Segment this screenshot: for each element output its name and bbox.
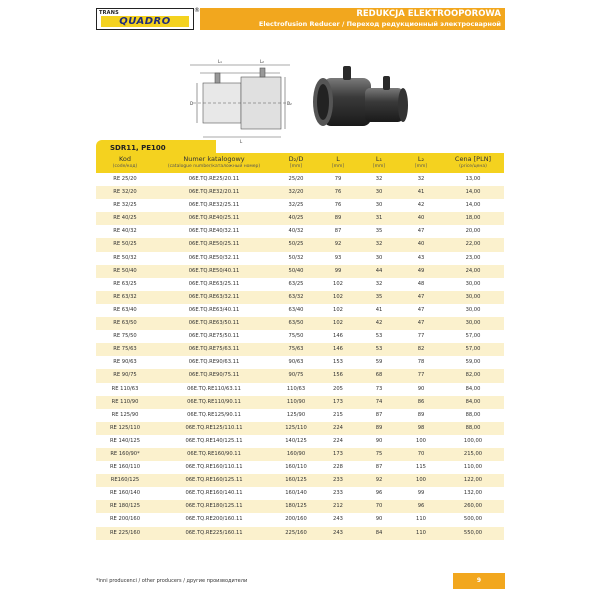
table-row bbox=[96, 186, 504, 199]
cell-price: 22,00 bbox=[465, 241, 481, 248]
cell-code: RE 25/20 bbox=[113, 176, 137, 182]
table-header bbox=[96, 153, 504, 173]
cell-diameter: 50/32 bbox=[288, 254, 304, 261]
sdr-label: SDR11, PE100 bbox=[96, 140, 216, 156]
cell-diameter: 63/50 bbox=[288, 320, 304, 327]
cell-code: RE 50/25 bbox=[113, 241, 137, 248]
cell-catalog-number: 06E.TQ.RE110/63.11 bbox=[187, 385, 241, 392]
cell-length: 76 bbox=[334, 202, 342, 209]
cell-catalog-number: 06E.TQ.RE32/25.11 bbox=[188, 202, 240, 209]
cell-diameter: 63/40 bbox=[288, 306, 304, 313]
table-row bbox=[96, 343, 504, 356]
cell-diameter: 50/40 bbox=[288, 267, 304, 274]
cell-l2: 110 bbox=[416, 529, 426, 536]
cell-diameter: 75/63 bbox=[288, 346, 304, 353]
cell-l2: 41 bbox=[417, 189, 425, 196]
cell-code: RE 75/50 bbox=[113, 333, 137, 340]
cell-l2: 96 bbox=[417, 503, 425, 510]
cell-diameter: 125/110 bbox=[285, 424, 307, 431]
cell-catalog-number: 06E.TQ.RE125/90.11 bbox=[187, 411, 241, 418]
cell-l2: 40 bbox=[417, 241, 425, 248]
cell-code: RE 125/110 bbox=[109, 424, 141, 431]
cell-catalog-number: 06E.TQ.RE25/20.11 bbox=[188, 176, 240, 182]
cell-length: 173 bbox=[333, 450, 343, 457]
cell-price: 84,00 bbox=[465, 398, 481, 405]
cell-code: RE 40/25 bbox=[113, 215, 137, 222]
cell-l1: 84 bbox=[375, 529, 383, 536]
cell-length: 224 bbox=[333, 424, 343, 431]
cell-catalog-number: 06E.TQ.RE225/160.11 bbox=[185, 529, 243, 536]
cell-diameter: 125/90 bbox=[286, 411, 306, 418]
table-row bbox=[96, 500, 504, 513]
cell-price: 132,00 bbox=[463, 490, 483, 497]
cell-price: 215,00 bbox=[463, 450, 483, 457]
cell-diameter: 160/90 bbox=[286, 450, 306, 457]
logo-quadro-text: QUADRO bbox=[101, 16, 189, 27]
cell-price: 84,00 bbox=[465, 385, 481, 392]
cell-code: RE 50/40 bbox=[113, 267, 137, 274]
cell-diameter: 180/125 bbox=[285, 503, 307, 510]
cell-l1: 92 bbox=[375, 477, 383, 484]
reducer-product-photo bbox=[305, 58, 415, 138]
cell-code: RE 200/160 bbox=[109, 516, 141, 523]
cell-price: 88,00 bbox=[465, 411, 481, 418]
cell-catalog-number: 06E.TQ.RE200/160.11 bbox=[185, 516, 243, 523]
cell-length: 102 bbox=[333, 280, 343, 287]
technical-drawing bbox=[185, 55, 295, 145]
logo-trans-text: TRANS bbox=[99, 10, 119, 16]
cell-code: RE 32/25 bbox=[113, 202, 137, 209]
cell-catalog-number: 06E.TQ.RE75/50.11 bbox=[188, 333, 240, 340]
cell-code: RE 32/20 bbox=[113, 189, 137, 196]
cell-length: 146 bbox=[333, 333, 343, 340]
cell-l1: 87 bbox=[375, 411, 383, 418]
table-row bbox=[96, 317, 504, 330]
cell-price: 20,00 bbox=[465, 228, 481, 235]
cell-length: 173 bbox=[333, 398, 343, 405]
cell-l1: 96 bbox=[375, 490, 383, 497]
cell-length: 87 bbox=[334, 228, 342, 235]
cell-catalog-number: 06E.TQ.RE90/63.11 bbox=[188, 359, 240, 366]
cell-catalog-number: 06E.TQ.RE63/40.11 bbox=[188, 306, 240, 313]
cell-l1: 90 bbox=[375, 437, 383, 444]
cell-code: RE 160/140 bbox=[109, 490, 141, 497]
header-l2-sub: [mm] bbox=[414, 164, 428, 169]
cell-l2: 77 bbox=[417, 372, 425, 379]
cell-l2: 49 bbox=[417, 267, 425, 274]
cell-code: RE 63/32 bbox=[113, 293, 137, 300]
cell-price: 88,00 bbox=[465, 424, 481, 431]
header-diameter-sub: [mm] bbox=[289, 164, 303, 169]
cell-l1: 75 bbox=[375, 450, 383, 457]
cell-l1: 32 bbox=[375, 280, 383, 287]
cell-l1: 30 bbox=[375, 189, 383, 196]
table-row bbox=[96, 330, 504, 343]
cell-price: 57,00 bbox=[465, 333, 481, 340]
cell-l1: 30 bbox=[375, 202, 383, 209]
dim-l1: L₁ bbox=[218, 59, 222, 64]
cell-code: RE 140/125 bbox=[109, 437, 141, 444]
cell-catalog-number: 06E.TQ.RE63/50.11 bbox=[188, 320, 240, 327]
cell-price: 550,00 bbox=[463, 529, 483, 536]
cell-l2: 100 bbox=[416, 477, 426, 484]
product-table bbox=[96, 153, 504, 540]
cell-length: 102 bbox=[333, 306, 343, 313]
cell-l1: 87 bbox=[375, 464, 383, 471]
table-row bbox=[96, 304, 504, 317]
cell-diameter: 140/125 bbox=[285, 437, 307, 444]
cell-catalog-number: 06E.TQ.RE50/25.11 bbox=[188, 241, 240, 248]
dim-l2: L₂ bbox=[260, 59, 264, 64]
logo-registered-mark: ® bbox=[194, 7, 200, 14]
cell-l1: 73 bbox=[375, 385, 383, 392]
cell-l1: 31 bbox=[375, 215, 383, 222]
cell-l2: 82 bbox=[417, 346, 425, 353]
cell-diameter: 90/63 bbox=[288, 359, 304, 366]
cell-diameter: 90/75 bbox=[288, 372, 304, 379]
cell-code: RE 75/63 bbox=[113, 346, 137, 353]
cell-l1: 90 bbox=[375, 516, 383, 523]
cell-length: 233 bbox=[333, 477, 343, 484]
cell-diameter: 25/20 bbox=[288, 176, 304, 182]
cell-l2: 89 bbox=[417, 411, 425, 418]
cell-price: 30,00 bbox=[465, 280, 481, 287]
cell-catalog-number: 06E.TQ.RE125/110.11 bbox=[185, 424, 243, 431]
cell-l2: 47 bbox=[417, 293, 425, 300]
cell-l2: 32 bbox=[417, 176, 425, 182]
cell-l2: 47 bbox=[417, 306, 425, 313]
cell-l2: 100 bbox=[416, 437, 426, 444]
footnote: *inni producenci / other producers / другие производители bbox=[96, 578, 248, 584]
cell-code: RE 90/75 bbox=[113, 372, 137, 379]
cell-l2: 47 bbox=[417, 320, 425, 327]
cell-l2: 40 bbox=[417, 215, 425, 222]
trans-quadro-logo bbox=[96, 7, 200, 30]
header-length-sub: [mm] bbox=[331, 164, 345, 169]
page-number: 9 bbox=[453, 573, 505, 589]
cell-l2: 90 bbox=[417, 385, 425, 392]
cell-price: 30,00 bbox=[465, 320, 481, 327]
cell-price: 30,00 bbox=[465, 293, 481, 300]
cell-l2: 115 bbox=[416, 464, 426, 471]
cell-code: RE 180/125 bbox=[109, 503, 141, 510]
title-polish: REDUKCJA ELEKTROOPOROWA bbox=[356, 9, 501, 19]
cell-code: RE 125/90 bbox=[111, 411, 139, 418]
cell-price: 24,00 bbox=[465, 267, 481, 274]
table-row bbox=[96, 278, 504, 291]
cell-price: 122,00 bbox=[463, 477, 483, 484]
cell-diameter: 32/25 bbox=[288, 202, 304, 209]
cell-l1: 70 bbox=[375, 503, 383, 510]
cell-length: 99 bbox=[334, 267, 342, 274]
cell-l2: 77 bbox=[417, 333, 425, 340]
dim-d: D bbox=[190, 101, 194, 106]
table-row bbox=[96, 369, 504, 382]
cell-code: RE 63/25 bbox=[113, 280, 137, 287]
cell-length: 102 bbox=[333, 293, 343, 300]
cell-diameter: 110/63 bbox=[286, 385, 306, 392]
cell-length: 243 bbox=[333, 529, 343, 536]
table-row bbox=[96, 291, 504, 304]
cell-catalog-number: 06E.TQ.RE140/125.11 bbox=[185, 437, 243, 444]
cell-l1: 35 bbox=[375, 293, 383, 300]
cell-code: RE 90/63 bbox=[113, 359, 137, 366]
dim-l: L bbox=[240, 139, 243, 144]
cell-price: 59,00 bbox=[465, 359, 481, 366]
cell-length: 92 bbox=[334, 241, 342, 248]
cell-length: 243 bbox=[333, 516, 343, 523]
cell-code: RE160/125 bbox=[110, 477, 140, 484]
table-row bbox=[96, 173, 504, 186]
cell-catalog-number: 06E.TQ.RE180/125.11 bbox=[185, 503, 243, 510]
cell-l1: 35 bbox=[375, 228, 383, 235]
cell-diameter: 40/25 bbox=[288, 215, 304, 222]
header-code: Kod bbox=[118, 155, 132, 163]
cell-l1: 44 bbox=[375, 267, 383, 274]
cell-l1: 53 bbox=[375, 333, 383, 340]
table-row bbox=[96, 435, 504, 448]
header-catalog: Numer katalogowy bbox=[183, 155, 245, 163]
cell-l1: 41 bbox=[375, 306, 383, 313]
cell-l2: 98 bbox=[417, 424, 425, 431]
cell-l1: 32 bbox=[375, 176, 383, 182]
cell-diameter: 32/20 bbox=[288, 189, 304, 196]
header-l2: L₂ bbox=[417, 155, 425, 163]
cell-price: 500,00 bbox=[463, 516, 483, 523]
header-price: Cena [PLN] bbox=[454, 155, 492, 163]
cell-diameter: 225/160 bbox=[285, 529, 307, 536]
title-bar bbox=[200, 8, 505, 30]
cell-length: 212 bbox=[333, 503, 343, 510]
header-l1: L₁ bbox=[375, 155, 383, 163]
cell-price: 18,00 bbox=[465, 215, 481, 222]
cell-price: 110,00 bbox=[463, 464, 483, 471]
table-row bbox=[96, 474, 504, 487]
cell-length: 156 bbox=[333, 372, 343, 379]
cell-diameter: 200/160 bbox=[285, 516, 307, 523]
cell-l2: 99 bbox=[417, 490, 425, 497]
cell-l2: 43 bbox=[417, 254, 425, 261]
cell-price: 30,00 bbox=[465, 306, 481, 313]
cell-length: 233 bbox=[333, 490, 343, 497]
cell-length: 153 bbox=[333, 359, 343, 366]
cell-catalog-number: 06E.TQ.RE50/32.11 bbox=[188, 254, 240, 261]
cell-length: 102 bbox=[333, 320, 343, 327]
cell-price: 82,00 bbox=[465, 372, 481, 379]
dim-d2: D₂ bbox=[287, 101, 292, 106]
cell-code: RE 50/32 bbox=[113, 254, 137, 261]
cell-code: RE 63/40 bbox=[113, 306, 137, 313]
cell-l1: 42 bbox=[375, 320, 383, 327]
header-l1-sub: [mm] bbox=[372, 164, 386, 169]
cell-l2: 110 bbox=[416, 516, 426, 523]
cell-l1: 59 bbox=[375, 359, 383, 366]
cell-catalog-number: 06E.TQ.RE160/90.11 bbox=[187, 450, 241, 457]
header-price-sub: (price/цена) bbox=[459, 164, 487, 169]
cell-catalog-number: 06E.TQ.RE40/25.11 bbox=[188, 215, 240, 222]
cell-length: 79 bbox=[334, 176, 342, 182]
header-code-sub: (code/код) bbox=[112, 164, 138, 169]
cell-catalog-number: 06E.TQ.RE63/25.11 bbox=[188, 280, 240, 287]
cell-l1: 53 bbox=[375, 346, 383, 353]
cell-catalog-number: 06E.TQ.RE63/32.11 bbox=[188, 293, 240, 300]
cell-diameter: 160/125 bbox=[285, 477, 307, 484]
table-row bbox=[96, 396, 504, 409]
table-row bbox=[96, 409, 504, 422]
cell-catalog-number: 06E.TQ.RE160/140.11 bbox=[185, 490, 243, 497]
cell-price: 260,00 bbox=[463, 503, 483, 510]
cell-catalog-number: 06E.TQ.RE160/125.11 bbox=[185, 477, 243, 484]
title-subtitle: Electrofusion Reducer / Переход редукционный электросварной bbox=[258, 20, 501, 28]
cell-diameter: 160/110 bbox=[285, 464, 307, 471]
cell-l2: 47 bbox=[417, 228, 425, 235]
cell-catalog-number: 06E.TQ.RE90/75.11 bbox=[188, 372, 240, 379]
cell-l1: 74 bbox=[375, 398, 383, 405]
cell-l2: 70 bbox=[417, 450, 425, 457]
cell-catalog-number: 06E.TQ.RE50/40.11 bbox=[188, 267, 240, 274]
cell-length: 76 bbox=[334, 189, 342, 196]
table-row bbox=[96, 225, 504, 238]
header-catalog-sub: (catalogue number/каталожный номер) bbox=[167, 164, 261, 169]
cell-length: 224 bbox=[333, 437, 343, 444]
cell-code: RE 160/110 bbox=[109, 464, 141, 471]
cell-length: 93 bbox=[334, 254, 342, 261]
cell-price: 14,00 bbox=[465, 202, 481, 209]
cell-catalog-number: 06E.TQ.RE110/90.11 bbox=[187, 398, 241, 405]
cell-l1: 68 bbox=[375, 372, 383, 379]
table-body bbox=[96, 173, 504, 540]
table-row bbox=[96, 383, 504, 396]
table-row bbox=[96, 238, 504, 251]
header-diameter: D₂/D bbox=[288, 155, 304, 163]
cell-price: 14,00 bbox=[465, 189, 481, 196]
header-length: L bbox=[336, 155, 340, 163]
cell-catalog-number: 06E.TQ.RE160/110.11 bbox=[185, 464, 243, 471]
table-row bbox=[96, 252, 504, 265]
cell-price: 57,00 bbox=[465, 346, 481, 353]
cell-diameter: 63/32 bbox=[288, 293, 304, 300]
cell-code: RE 40/32 bbox=[113, 228, 137, 235]
cell-l1: 30 bbox=[375, 254, 383, 261]
cell-catalog-number: 06E.TQ.RE75/63.11 bbox=[188, 346, 240, 353]
cell-code: RE 110/63 bbox=[111, 385, 139, 392]
cell-diameter: 75/50 bbox=[288, 333, 304, 340]
cell-l2: 48 bbox=[417, 280, 425, 287]
table-row bbox=[96, 265, 504, 278]
cell-code: RE 110/90 bbox=[111, 398, 139, 405]
cell-price: 23,00 bbox=[465, 254, 481, 261]
cell-diameter: 40/32 bbox=[288, 228, 304, 235]
cell-code: RE 160/90* bbox=[110, 450, 140, 457]
cell-diameter: 160/140 bbox=[285, 490, 307, 497]
table-row bbox=[96, 199, 504, 212]
cell-code: RE 225/160 bbox=[109, 529, 141, 536]
cell-l1: 89 bbox=[375, 424, 383, 431]
cell-length: 205 bbox=[333, 385, 343, 392]
cell-diameter: 50/25 bbox=[288, 241, 304, 248]
cell-length: 228 bbox=[333, 464, 343, 471]
table-row bbox=[96, 527, 504, 540]
cell-l2: 86 bbox=[417, 398, 425, 405]
cell-length: 146 bbox=[333, 346, 343, 353]
table-row bbox=[96, 487, 504, 500]
cell-l2: 78 bbox=[417, 359, 425, 366]
table-row bbox=[96, 212, 504, 225]
table-row bbox=[96, 448, 504, 461]
table-row bbox=[96, 513, 504, 526]
cell-price: 100,00 bbox=[463, 437, 483, 444]
table-row bbox=[96, 356, 504, 369]
cell-catalog-number: 06E.TQ.RE32/20.11 bbox=[188, 189, 240, 196]
cell-price: 13,00 bbox=[465, 176, 481, 182]
cell-l1: 32 bbox=[375, 241, 383, 248]
cell-catalog-number: 06E.TQ.RE40/32.11 bbox=[188, 228, 240, 235]
table-row bbox=[96, 422, 504, 435]
cell-diameter: 110/90 bbox=[286, 398, 306, 405]
cell-length: 89 bbox=[334, 215, 342, 222]
table-row bbox=[96, 461, 504, 474]
cell-l2: 42 bbox=[417, 202, 425, 209]
cell-length: 215 bbox=[333, 411, 343, 418]
cell-diameter: 63/25 bbox=[288, 280, 304, 287]
cell-code: RE 63/50 bbox=[113, 320, 137, 327]
